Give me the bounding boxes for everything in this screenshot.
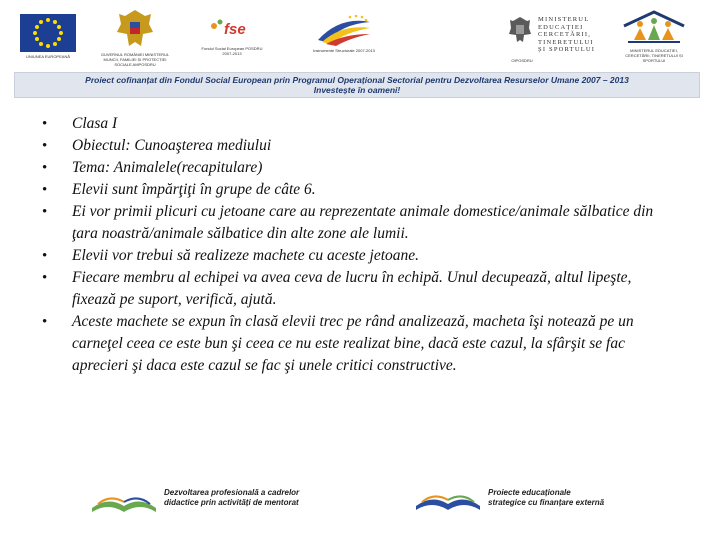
bullet-icon: • — [42, 204, 48, 220]
bullet-icon: • — [42, 160, 48, 176]
coat-of-arms-icon — [115, 8, 155, 50]
footer — [0, 480, 720, 540]
list-item-text: Elevii sunt împărţiţi în grupe de câte 6. — [72, 181, 316, 198]
bullet-list — [40, 113, 680, 377]
list-item — [40, 267, 680, 311]
logo-bar — [0, 0, 720, 68]
house-people-icon — [620, 10, 688, 46]
list-item — [40, 201, 680, 245]
ministry-logo — [508, 16, 595, 54]
banner-line-1: Proiect cofinanțat din Fondul Social European prin Programul Operațional Sectorial pentru Dezvoltarea Resurselor Umane 2007 – 2013 — [85, 75, 629, 85]
eu-caption: UNIUNEA EUROPEANĂ — [25, 54, 70, 59]
government-logo — [100, 8, 170, 67]
government-caption: GUVERNUL ROMÂNIEI MINISTERUL MUNCII, FAMILIEI ȘI PROTECȚIEI SOCIALE AMPOSDRU — [100, 52, 170, 67]
list-item-text: Fiecare membru al echipei va avea ceva de lucru în echipă. Unul decupează, altul lipeşte, fixează pe suport, verifică, ajută. — [72, 269, 632, 308]
fse-logo — [200, 14, 264, 56]
ministry-name — [538, 16, 595, 54]
list-item-text: Elevii vor trebui să realizeze machete cu aceste jetoane. — [72, 247, 420, 264]
bullet-icon: • — [42, 116, 48, 132]
ministry-crest-icon — [508, 16, 532, 44]
structural-instruments-logo — [312, 12, 376, 53]
list-item-text: Tema: Animalele(recapitulare) — [72, 159, 263, 176]
list-item — [40, 157, 680, 179]
list-item-text: Clasa I — [72, 115, 118, 132]
structural-instruments-caption: Instrumente Structurale 2007-2013 — [313, 48, 375, 53]
bullet-icon: • — [42, 182, 48, 198]
list-item-text: Ei vor primii plicuri cu jetoane care au reprezentate animale domestice/animale sălbatice din ţara noastră/animale sălbatice din alte zone ale lumii. — [72, 203, 654, 242]
eu-logo — [8, 14, 88, 59]
list-item — [40, 135, 680, 157]
eu-flag-icon — [16, 14, 80, 52]
structural-instruments-icon — [312, 12, 376, 46]
education-ministry-logo — [620, 10, 688, 63]
list-item-text: Obiectul: Cunoaşterea mediului — [72, 137, 272, 154]
svg-text:fse: fse — [224, 21, 246, 38]
list-item — [40, 179, 680, 201]
open-book-icon — [88, 486, 160, 516]
education-ministry-caption: MINISTERUL EDUCAȚIEI, CERCETĂRII, TINERETULUI ȘI SPORTULUI — [625, 48, 683, 63]
list-item — [40, 113, 680, 135]
fse-icon — [202, 14, 262, 44]
list-item-text: Aceste machete se expun în clasă elevii trec pe rând analizează, macheta îşi notează pe un carneţel ceea ce este bun şi ceea ce nu este realizat bine, dacă este cazul, la sfârşit se fac aprecieri şi daca este cazul se fac şi unele critici constructive. — [72, 313, 634, 374]
fse-caption: Fondul Social European POSDRU 2007-2013 — [201, 46, 263, 56]
list-item — [40, 245, 680, 267]
ministry-small-caption: OIPOSDRU — [511, 58, 533, 63]
bullet-icon: • — [42, 314, 48, 330]
ministry-line: EDUCAȚIEI — [538, 23, 584, 31]
bullet-icon: • — [42, 138, 48, 154]
list-item — [40, 311, 680, 377]
open-book-icon — [412, 484, 484, 514]
footer-left-line-1: Dezvoltarea profesională a cadrelor — [164, 488, 300, 497]
cofinancing-banner — [14, 72, 700, 98]
ministry-line: TINERETULUI — [538, 38, 594, 46]
ministry-line: CERCETĂRII, — [538, 31, 592, 38]
banner-line-2: Investește în oameni! — [313, 85, 401, 95]
footer-right-line-2: strategice cu finanțare externă — [488, 498, 605, 507]
ministry-line: ȘI SPORTULUI — [538, 46, 596, 53]
bullet-icon: • — [42, 270, 48, 286]
footer-right-line-1: Proiecte educaționale — [488, 488, 571, 497]
footer-left-line-2: didactice prin activități de mentorat — [164, 498, 299, 507]
ministry-line: MINISTERUL — [538, 16, 590, 23]
bullet-icon: • — [42, 248, 48, 264]
